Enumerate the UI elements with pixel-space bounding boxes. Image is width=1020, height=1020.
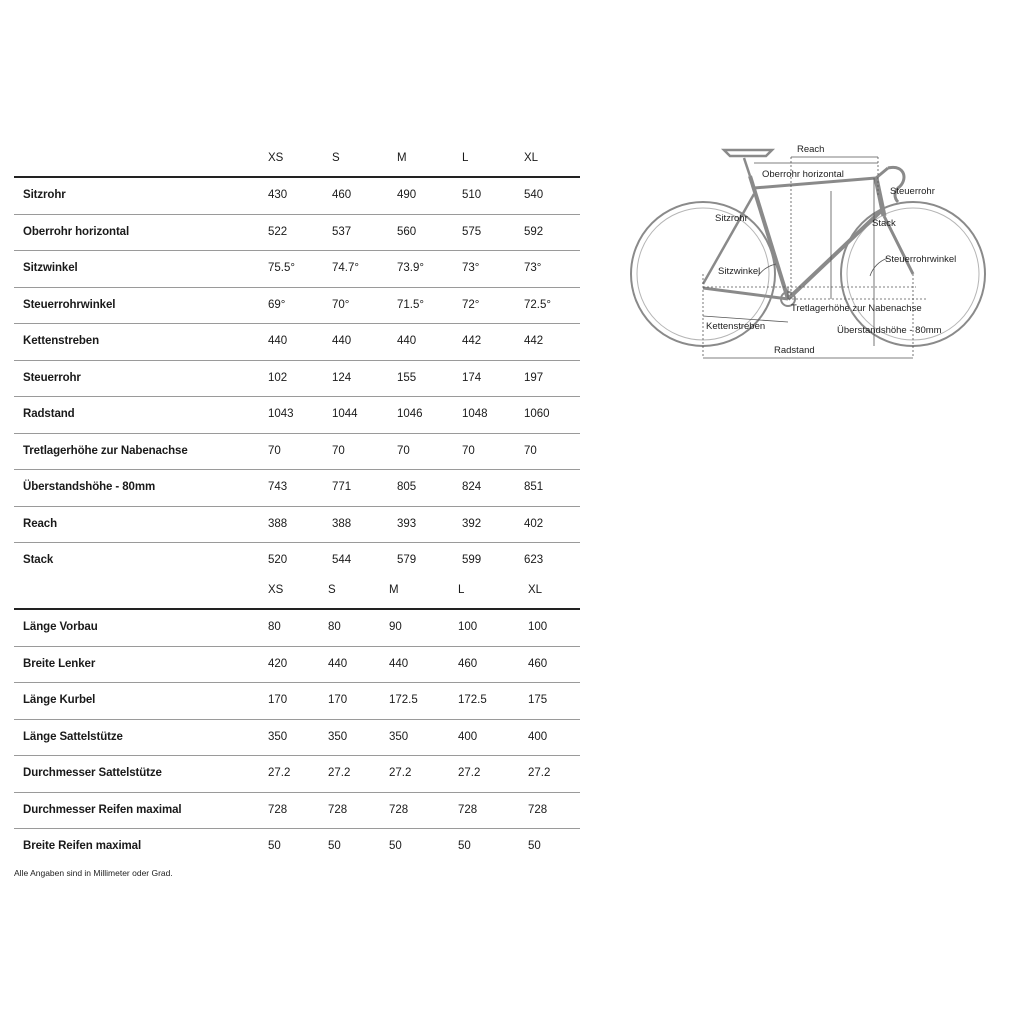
- size-header-xl: XL: [528, 584, 543, 596]
- cell-xs: 440: [268, 335, 288, 347]
- table-row-laenge-kurbel: [14, 683, 580, 720]
- cell-m: 50: [389, 840, 402, 852]
- table-row-durchmesser-sattelstuetze: [14, 756, 580, 793]
- size-header-m: M: [397, 152, 407, 164]
- cell-m: 440: [389, 657, 409, 670]
- table-row-laenge-sattelstuetze: [14, 720, 580, 757]
- table-row-reach: [14, 507, 580, 544]
- cell-m: 490: [397, 189, 417, 201]
- cell-l: 824: [462, 481, 482, 493]
- row-label: Sitzwinkel: [23, 262, 78, 274]
- cell-xl: 400: [528, 730, 548, 743]
- row-label: Sitzrohr: [23, 189, 66, 201]
- cell-xl: 175: [528, 694, 548, 706]
- row-label: Steuerrohrwinkel: [23, 298, 116, 311]
- cell-xl: 442: [524, 335, 544, 347]
- diagram-label-stack: Stack: [872, 218, 896, 229]
- cell-m: 73.9°: [397, 262, 424, 274]
- cell-xl: 100: [528, 621, 548, 633]
- size-header-xs: XS: [268, 584, 284, 596]
- size-header-xs: XS: [268, 152, 284, 164]
- cell-xs: 27.2: [268, 767, 291, 779]
- chain-stay: [703, 288, 788, 299]
- cell-s: 544: [332, 554, 352, 566]
- size-header-s: S: [328, 584, 336, 596]
- diagram-label-steuerrohrwinkel: Steuerrohrwinkel: [885, 254, 957, 265]
- table-row-oberrohr-horizontal: [14, 215, 580, 252]
- cell-xs: 350: [268, 730, 288, 743]
- cell-s: 70: [332, 444, 345, 457]
- cell-l: 599: [462, 554, 482, 566]
- cell-xl: 70: [524, 444, 537, 457]
- cell-xs: 80: [268, 621, 281, 633]
- table-row-steuerrohr: [14, 361, 580, 398]
- row-label: Länge Vorbau: [23, 621, 98, 633]
- cell-xl: 460: [528, 657, 548, 670]
- cell-m: 393: [397, 517, 417, 530]
- cell-xl: 50: [528, 840, 541, 852]
- cell-l: 510: [462, 189, 482, 201]
- table-row-laenge-vorbau: [14, 610, 580, 647]
- cell-xl: 728: [528, 803, 548, 816]
- size-header-m: M: [389, 584, 399, 596]
- cell-m: 560: [397, 225, 417, 238]
- row-label: Oberrohr horizontal: [23, 225, 130, 238]
- cell-l: 442: [462, 335, 482, 347]
- cell-xs: 75.5°: [268, 262, 295, 274]
- diagram-label-reach: Reach: [797, 144, 825, 155]
- row-label: Überstandshöhe - 80mm: [23, 481, 156, 493]
- table-row-steuerrohrwinkel: [14, 288, 580, 325]
- cell-s: 440: [332, 335, 352, 347]
- cell-s: 124: [332, 371, 352, 384]
- cell-l: 73°: [462, 262, 480, 274]
- cell-s: 1044: [332, 408, 358, 420]
- cell-m: 27.2: [389, 767, 412, 779]
- cell-xs: 728: [268, 803, 288, 816]
- row-label: Breite Lenker: [23, 657, 96, 670]
- table-row-durchmesser-reifen-maximal: [14, 793, 580, 830]
- cell-xs: 743: [268, 481, 288, 493]
- cell-l: 575: [462, 225, 482, 238]
- cell-s: 74.7°: [332, 262, 359, 274]
- cell-l: 27.2: [458, 767, 481, 779]
- cell-l: 70: [462, 444, 475, 457]
- cell-xl: 402: [524, 517, 544, 530]
- cell-xl: 1060: [524, 408, 550, 420]
- bike-geometry-diagram: [626, 136, 990, 372]
- row-label: Stack: [23, 554, 54, 566]
- row-label: Breite Reifen maximal: [23, 840, 142, 852]
- units-footnote: Alle Angaben sind in Millimeter oder Grad.: [14, 868, 173, 878]
- diagram-label-oberrohr: Oberrohr horizontal: [762, 169, 844, 180]
- cell-s: 50: [328, 840, 341, 852]
- table-row-radstand: [14, 397, 580, 434]
- diagram-label-ueberstand: Überstandshöhe - 80mm: [837, 325, 942, 336]
- cell-xl: 623: [524, 554, 544, 566]
- cell-xs: 102: [268, 371, 288, 384]
- down-tube: [788, 211, 881, 299]
- cell-s: 350: [328, 730, 348, 743]
- cell-xl: 851: [524, 481, 544, 493]
- diagram-label-sitzrohr: Sitzrohr: [715, 213, 748, 224]
- cell-s: 70°: [332, 298, 350, 311]
- cell-s: 170: [328, 694, 348, 706]
- cell-xs: 1043: [268, 408, 294, 420]
- cell-xs: 50: [268, 840, 281, 852]
- cell-s: 728: [328, 803, 348, 816]
- cell-l: 1048: [462, 408, 488, 420]
- size-header-xl: XL: [524, 152, 539, 164]
- components-table-header: [14, 572, 580, 610]
- table-row-breite-lenker: [14, 647, 580, 684]
- table-row-sitzrohr: [14, 178, 580, 215]
- cell-xs: 420: [268, 657, 288, 670]
- seat-post: [744, 158, 750, 176]
- cell-l: 174: [462, 371, 482, 384]
- cell-xl: 197: [524, 371, 544, 384]
- cell-m: 728: [389, 803, 409, 816]
- cell-m: 172.5: [389, 694, 418, 706]
- diagram-label-radstand: Radstand: [774, 345, 815, 356]
- cell-m: 350: [389, 730, 409, 743]
- components-table: [14, 572, 580, 865]
- row-label: Tretlagerhöhe zur Nabenachse: [23, 444, 188, 457]
- cell-l: 392: [462, 517, 482, 530]
- cell-s: 27.2: [328, 767, 351, 779]
- cell-xl: 72.5°: [524, 298, 551, 311]
- cell-l: 100: [458, 621, 478, 633]
- cell-xs: 520: [268, 554, 288, 566]
- table-row-kettenstreben: [14, 324, 580, 361]
- cell-m: 579: [397, 554, 417, 566]
- cell-m: 70: [397, 444, 410, 457]
- row-label: Länge Sattelstütze: [23, 730, 123, 743]
- cell-xs: 70: [268, 444, 281, 457]
- cell-m: 1046: [397, 408, 423, 420]
- cell-m: 90: [389, 621, 402, 633]
- row-label: Reach: [23, 517, 58, 530]
- row-label: Steuerrohr: [23, 371, 81, 384]
- cell-l: 172.5: [458, 694, 487, 706]
- row-label: Durchmesser Sattelstütze: [23, 767, 162, 779]
- cell-s: 388: [332, 517, 352, 530]
- diagram-label-kettenstreben: Kettenstreben: [706, 321, 766, 332]
- cell-xs: 430: [268, 189, 288, 201]
- table-row-ueberstandshoehe-80mm: [14, 470, 580, 507]
- row-label: Länge Kurbel: [23, 694, 96, 706]
- geometry-table: [14, 140, 580, 579]
- row-label: Durchmesser Reifen maximal: [23, 803, 182, 816]
- cell-s: 80: [328, 621, 341, 633]
- table-row-sitzwinkel: [14, 251, 580, 288]
- cell-xl: 540: [524, 189, 544, 201]
- geometry-table-header: [14, 140, 580, 178]
- cell-s: 537: [332, 225, 352, 238]
- cell-xs: 69°: [268, 298, 286, 311]
- cell-m: 155: [397, 371, 417, 384]
- cell-xs: 170: [268, 694, 288, 706]
- cell-s: 771: [332, 481, 352, 493]
- diagram-label-sitzwinkel: Sitzwinkel: [718, 266, 761, 277]
- size-header-l: L: [458, 584, 465, 596]
- row-label: Radstand: [23, 408, 75, 420]
- cell-s: 440: [328, 657, 348, 670]
- cell-l: 728: [458, 803, 478, 816]
- table-row-tretlagerhoehe-zur-nabenachse: [14, 434, 580, 471]
- table-row-breite-reifen-maximal: [14, 829, 580, 865]
- cell-m: 71.5°: [397, 298, 424, 311]
- sitzwinkel-arc: [758, 264, 776, 276]
- cell-xs: 522: [268, 225, 288, 238]
- cell-l: 400: [458, 730, 478, 743]
- row-label: Kettenstreben: [23, 335, 100, 347]
- cell-xl: 27.2: [528, 767, 551, 779]
- saddle: [724, 150, 772, 156]
- cell-xs: 388: [268, 517, 288, 530]
- cell-l: 72°: [462, 298, 480, 311]
- cell-l: 50: [458, 840, 471, 852]
- cell-xl: 73°: [524, 262, 542, 274]
- cell-s: 460: [332, 189, 352, 201]
- cell-xl: 592: [524, 225, 544, 238]
- diagram-label-tretlager: Tretlagerhöhe zur Nabenachse: [791, 303, 922, 314]
- size-header-l: L: [462, 152, 469, 164]
- cell-m: 440: [397, 335, 417, 347]
- size-header-s: S: [332, 152, 340, 164]
- cell-m: 805: [397, 481, 417, 493]
- cell-l: 460: [458, 657, 478, 670]
- diagram-label-steuerrohr: Steuerrohr: [890, 186, 935, 197]
